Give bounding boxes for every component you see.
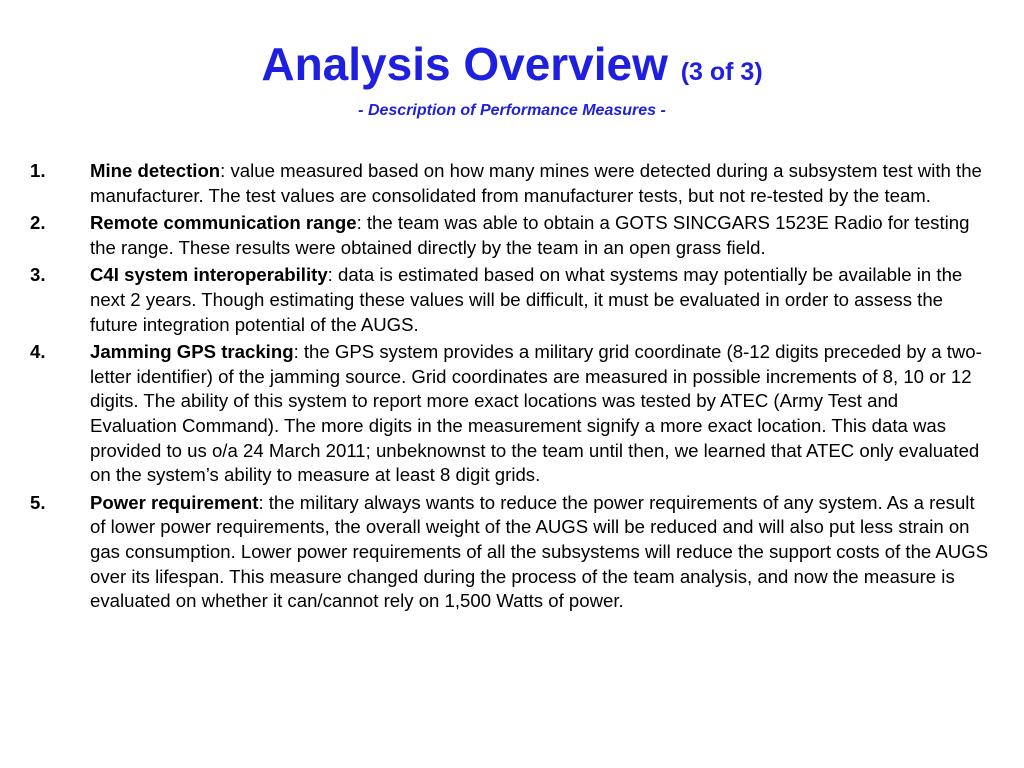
- measure-item-power-requirement: [30, 491, 990, 614]
- measure-description: : data is estimated based on what systems may potentially be available in the next 2 years. Though estimating these values will be difficult, it must be evaluated in order to assess the future integration potential of the AUGS.: [90, 264, 963, 335]
- performance-measures-list: [30, 159, 990, 617]
- measure-term: Power requirement: [90, 491, 259, 513]
- measure-item-remote-communication-range: [30, 211, 990, 260]
- measure-number: 4.: [30, 341, 46, 363]
- measure-item-c4i-interoperability: [30, 263, 990, 337]
- measure-description: : the military always wants to reduce the power requirements of any system. As a result of lower power requirements, the overall weight of the AUGS will be reduced and will also put less strain on gas consumption. Lower power requirements of all the subsystems will reduce the support costs of the AUGS over its lifespan. This measure changed during the process of the team analysis, and now the measure is evaluated on whether it can/cannot rely on 1,500 Watts of power.: [90, 491, 989, 612]
- slide-title: [0, 36, 1024, 100]
- measure-term: Remote communication range: [90, 212, 357, 234]
- measure-item-mine-detection: [30, 159, 990, 208]
- slide-title-suffix: (3 of 3): [680, 58, 763, 86]
- measure-description: : value measured based on how many mines were detected during a subsystem test with the manufacturer. The test values are consolidated from manufacturer tests, but not re-tested by the team.: [90, 160, 982, 206]
- measure-description: : the GPS system provides a military grid coordinate (8-12 digits preceded by a two-letter identifier) of the jamming source. Grid coordinates are measured in possible increments of 8, 10 or 12 digits. The ability of this system to report more exact locations was tested by ATEC (Army Test and Evaluation Command). The more digits in the measurement signify a more exact location. This data was provided to us o/a 24 March 2011; unbeknownst to the team until then, we learned that ATEC only evaluated on the system’s ability to measure at least 8 digit grids.: [90, 341, 982, 486]
- slide-subtitle: - Description of Performance Measures -: [358, 102, 666, 119]
- measure-number: 5.: [30, 491, 46, 513]
- measure-number: 2.: [30, 212, 46, 234]
- measure-term: C4I system interoperability: [90, 264, 328, 286]
- measure-number: 3.: [30, 264, 46, 286]
- slide-title-main: Analysis Overview: [261, 38, 668, 90]
- title-block: [0, 36, 1024, 122]
- measure-term: Mine detection: [90, 160, 221, 181]
- measure-description: : the team was able to obtain a GOTS SINCGARS 1523E Radio for testing the range. These results were obtained directly by the team in an open grass field.: [90, 212, 970, 258]
- measure-item-jamming-gps-tracking: [30, 340, 990, 488]
- measure-term: Jamming GPS tracking: [90, 341, 294, 363]
- measure-number: 1.: [30, 160, 46, 181]
